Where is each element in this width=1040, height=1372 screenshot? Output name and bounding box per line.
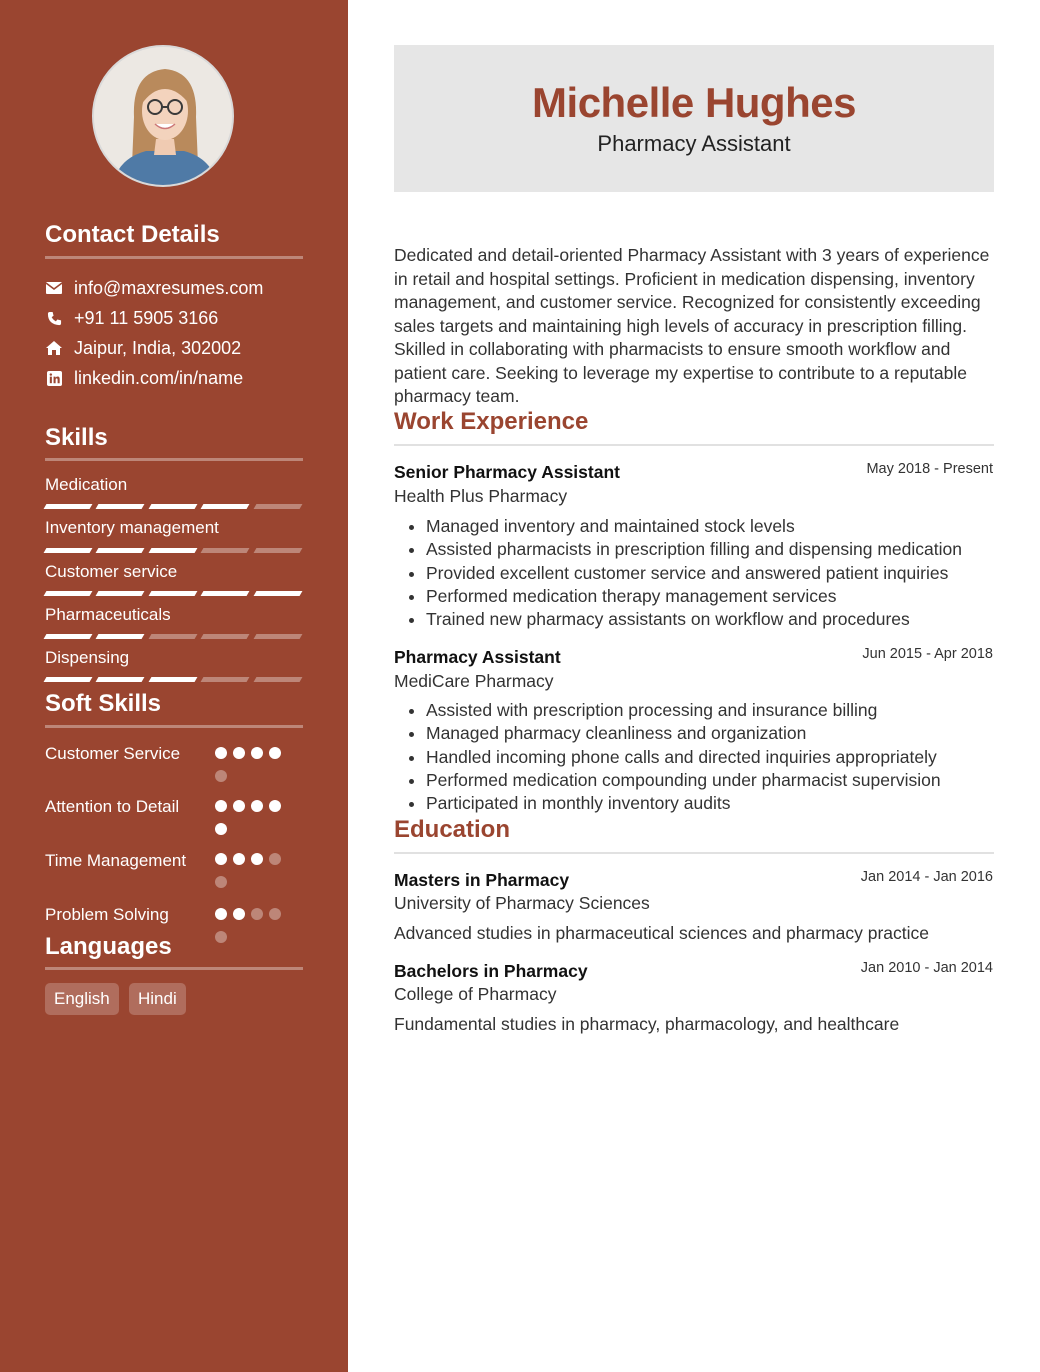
contact-address-text: Jaipur, India, 302002 (74, 337, 242, 358)
rating-dot (269, 908, 281, 920)
education-divider (394, 852, 994, 854)
skill-rating-segment (44, 504, 93, 509)
school-name: University of Pharmacy Sciences (394, 893, 650, 913)
contact-linkedin-text: linkedin.com/in/name (74, 367, 244, 388)
job-date: May 2018 - Present (866, 461, 993, 477)
list-item: • Handled incoming phone calls and directed inquiries appropriately (426, 746, 994, 769)
summary-text: Dedicated and detail-oriented Pharmacy Assistant with 3 years of experience in retail and hospital settings. Proficient in medication dispensing, inventory management, and customer service. Recognized for consistently exceeding sales targets and maintaining high levels of accuracy in prescription filling. Skilled in collaborating with pharmacists to ensure smooth workflow and patient care. Seeking to leverage my expertise to contribute to a reputable pharmacy team. (394, 245, 990, 406)
skill-rating-segment (96, 548, 145, 553)
list-item: • Performed medication therapy management services (426, 585, 994, 608)
rating-dot (233, 853, 245, 865)
rating-dot (233, 800, 245, 812)
skill-label: Dispensing (45, 648, 130, 667)
skill-rating-segment (148, 677, 197, 682)
soft-skills-divider (45, 725, 303, 728)
degree-description: Fundamental studies in pharmacy, pharmacology, and healthcare (394, 1014, 900, 1034)
rating-dot (251, 800, 263, 812)
work-section-title: Work Experience (394, 408, 589, 435)
rating-dot (269, 747, 281, 759)
skill-label: Customer service (45, 562, 178, 581)
skill-rating-segment (96, 634, 145, 639)
sidebar (0, 0, 348, 1372)
rating-dot (215, 800, 227, 812)
soft-skills-section-title: Soft Skills (45, 690, 162, 717)
soft-skill-rating-dots (215, 747, 289, 782)
contact-email[interactable] (45, 276, 263, 300)
contact-address (45, 336, 241, 360)
contact-divider (45, 256, 303, 259)
degree-title: Masters in Pharmacy (394, 870, 570, 890)
skill-rating-segment (253, 677, 302, 682)
list-item: • Participated in monthly inventory audits (426, 792, 994, 815)
contact-phone[interactable] (45, 306, 218, 330)
soft-skill-rating-dots (215, 853, 289, 888)
skill-label: Inventory management (45, 518, 219, 537)
skill-rating-bar (45, 634, 301, 640)
envelope-icon (45, 279, 63, 297)
rating-dot (251, 908, 263, 920)
skill-rating-segment (148, 591, 197, 596)
skill-rating-bar (45, 504, 301, 510)
skill-rating-segment (201, 591, 250, 596)
rating-dot (269, 853, 281, 865)
home-icon (45, 339, 63, 357)
soft-skill-rating-dots (215, 908, 289, 943)
education-section-title: Education (394, 816, 511, 843)
work-divider (394, 444, 994, 446)
rating-dot (269, 800, 281, 812)
skill-rating-segment (44, 634, 93, 639)
skill-rating-segment (96, 591, 145, 596)
skill-rating-segment (148, 548, 197, 553)
soft-skill-rating-dots (215, 800, 289, 835)
rating-dot (215, 853, 227, 865)
skill-rating-segment (253, 548, 302, 553)
person-name: Michelle Hughes (532, 79, 856, 126)
degree-description: Advanced studies in pharmaceutical sciences and pharmacy practice (394, 923, 930, 943)
skill-rating-segment (96, 504, 145, 509)
list-item: • Assisted pharmacists in prescription filling and dispensing medication (426, 538, 994, 561)
skill-rating-segment (148, 504, 197, 509)
skill-rating-bar (45, 677, 301, 683)
skill-rating-bar (45, 591, 301, 597)
skill-rating-segment (201, 504, 250, 509)
skill-rating-bar (45, 548, 301, 554)
avatar (92, 45, 234, 187)
soft-skill-label: Problem Solving (45, 905, 169, 924)
job-bullets (394, 699, 994, 815)
contact-phone-text: +91 11 5905 3166 (74, 307, 219, 328)
skills-divider (45, 458, 303, 461)
skill-rating-segment (148, 634, 197, 639)
job-date: Jun 2015 - Apr 2018 (862, 646, 993, 662)
degree-date: Jan 2014 - Jan 2016 (860, 869, 993, 885)
soft-skill-label: Time Management (45, 851, 187, 870)
job-title: Senior Pharmacy Assistant (394, 462, 620, 482)
skill-rating-segment (253, 591, 302, 596)
skill-rating-segment (96, 677, 145, 682)
languages-section-title: Languages (45, 933, 172, 960)
job-role: Pharmacy Assistant (597, 131, 791, 156)
rating-dot (215, 876, 227, 888)
degree-title: Bachelors in Pharmacy (394, 961, 588, 981)
list-item: • Trained new pharmacy assistants on workflow and procedures (426, 608, 994, 631)
list-item: • Assisted with prescription processing and insurance billing (426, 699, 994, 722)
job-title: Pharmacy Assistant (394, 647, 561, 667)
skill-rating-segment (201, 677, 250, 682)
job-employer: Health Plus Pharmacy (394, 486, 568, 506)
skill-rating-segment (201, 548, 250, 553)
rating-dot (215, 823, 227, 835)
soft-skill-label: Customer Service (45, 744, 181, 763)
job-bullets (394, 515, 994, 631)
school-name: College of Pharmacy (394, 984, 557, 1004)
skill-label: Pharmaceuticals (45, 605, 171, 624)
skill-label: Medication (45, 475, 128, 494)
contact-email-text: info@maxresumes.com (74, 277, 264, 298)
skill-rating-segment (44, 677, 93, 682)
linkedin-icon (45, 369, 63, 387)
contact-section-title: Contact Details (45, 221, 220, 248)
contact-linkedin[interactable] (45, 366, 243, 390)
job-employer: MediCare Pharmacy (394, 671, 554, 691)
rating-dot (233, 908, 245, 920)
skill-rating-segment (44, 591, 93, 596)
skill-rating-segment (253, 634, 302, 639)
degree-date: Jan 2010 - Jan 2014 (860, 960, 993, 976)
skill-rating-segment (44, 548, 93, 553)
rating-dot (215, 931, 227, 943)
rating-dot (215, 770, 227, 782)
skills-section-title: Skills (45, 424, 108, 451)
rating-dot (251, 853, 263, 865)
skill-rating-segment (201, 634, 250, 639)
languages-divider (45, 967, 303, 970)
list-item: • Managed inventory and maintained stock levels (426, 515, 994, 538)
name-header (394, 45, 994, 192)
list-item: • Managed pharmacy cleanliness and organization (426, 722, 994, 745)
rating-dot (233, 747, 245, 759)
phone-icon (45, 309, 63, 327)
soft-skill-label: Attention to Detail (45, 797, 180, 816)
language-chip: English (45, 983, 119, 1015)
list-item: • Provided excellent customer service and answered patient inquiries (426, 562, 994, 585)
rating-dot (215, 747, 227, 759)
language-chip: Hindi (129, 983, 186, 1015)
list-item: • Performed medication compounding under pharmacist supervision (426, 769, 994, 792)
skill-rating-segment (253, 504, 302, 509)
rating-dot (215, 908, 227, 920)
rating-dot (251, 747, 263, 759)
